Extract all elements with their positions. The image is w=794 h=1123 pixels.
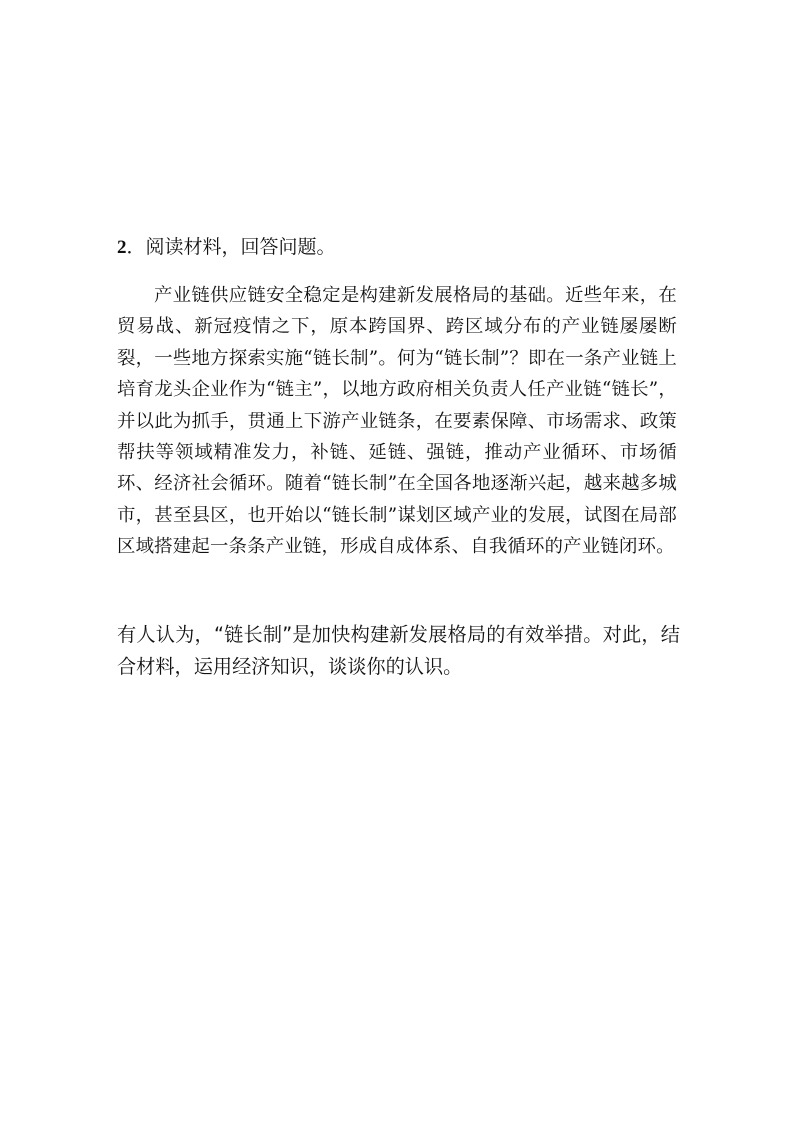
question-prompt: 有人认为，“链长制”是加快构建新发展格局的有效举措。对此，结合材料，运用经济知识，谈谈你的认识。 (117, 623, 680, 678)
question-heading (117, 233, 336, 262)
question-instruction: 阅读材料，回答问题。 (145, 236, 336, 258)
question-number-separator: ． (126, 236, 146, 258)
material-paragraph: 产业链供应链安全稳定是构建新发展格局的基础。近些年来，在贸易战、新冠疫情之下，原本跨国界、跨区域分布的产业链屡屡断裂，一些地方探索实施“链长制”。何为“链长制”？即在一条产业链上培育龙头企业作为“链主”，以地方政府相关负责人任产业链“链长”，并以此为抓手，贯通上下游产业链条，在要素保障、市场需求、政策帮扶等领域精准发力，补链、延链、强链，推动产业循环、市场循环、经济社会循环。随着“链长制”在全国各地逐渐兴起，越来越多城市，甚至县区，也开始以“链长制”谋划区域产业的发展，试图在局部区域搭建起一条条产业链，形成自成体系、自我循环的产业链闭环。 (117, 285, 677, 558)
question-number: 2 (117, 237, 127, 258)
